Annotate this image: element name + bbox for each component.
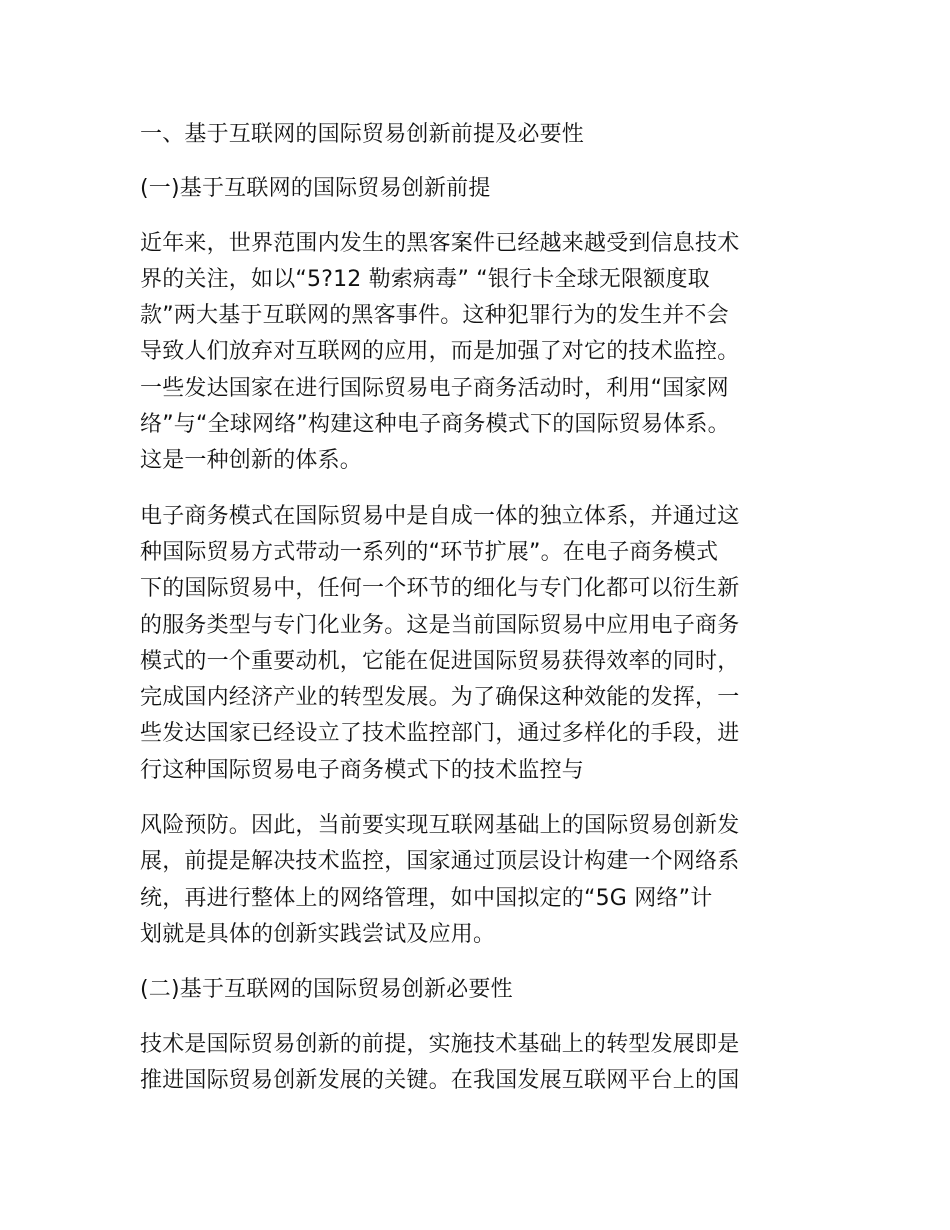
paragraph-line: 一些发达国家在进行国际贸易电子商务活动时，利用“国家网 xyxy=(140,375,729,401)
paragraph-line: 下的国际贸易中，任何一个环节的细化与专门化都可以衍生新 xyxy=(140,576,740,602)
paragraph-line: 行这种国际贸易电子商务模式下的技术监控与 xyxy=(140,757,585,783)
paragraph-line: 这是一种创新的体系。 xyxy=(140,448,363,474)
paragraph-line: 推进国际贸易创新发展的关键。在我国发展互联网平台上的国 xyxy=(140,1067,740,1093)
paragraph-line: 技术是国际贸易创新的前提，实施技术基础上的转型发展即是 xyxy=(140,1031,740,1057)
paragraph-line: 种国际贸易方式带动一系列的“环节扩展”。在电子商务模式 xyxy=(140,539,719,565)
paragraph-line: 电子商务模式在国际贸易中是自成一体的独立体系，并通过这 xyxy=(140,503,740,529)
document-page xyxy=(140,117,812,1118)
paragraph-line: 模式的一个重要动机，它能在促进国际贸易获得效率的同时， xyxy=(140,648,740,674)
paragraph-2 xyxy=(140,499,812,789)
paragraph-line: 络”与“全球网络”构建这种电子商务模式下的国际贸易体系。 xyxy=(140,412,730,438)
paragraph-line: 风险预防。因此，当前要实现互联网基础上的国际贸易创新发 xyxy=(140,813,740,839)
paragraph-line: 界的关注，如以“5?12 勒索病毒” “银行卡全球无限额度取 xyxy=(140,266,710,292)
paragraph-line: 近年来，世界范围内发生的黑客案件已经越来越受到信息技术 xyxy=(140,230,740,256)
paragraph-line: 的服务类型与专门化业务。这是当前国际贸易中应用电子商务 xyxy=(140,612,740,638)
paragraph-3 xyxy=(140,808,812,953)
paragraph-line: 导致人们放弃对互联网的应用，而是加强了对它的技术监控。 xyxy=(140,339,740,365)
paragraph-1 xyxy=(140,226,812,480)
paragraph-4 xyxy=(140,1027,812,1100)
heading-text: 一、基于互联网的国际贸易创新前提及必要性 xyxy=(140,122,585,147)
heading-text: (一)基于互联网的国际贸易创新前提 xyxy=(140,176,491,202)
paragraph-line: 展，前提是解决技术监控，国家通过顶层设计构建一个网络系 xyxy=(140,849,740,875)
section-heading xyxy=(140,117,812,153)
paragraph-line: 些发达国家已经设立了技术监控部门，通过多样化的手段，进 xyxy=(140,721,740,747)
paragraph-line: 划就是具体的创新实践尝试及应用。 xyxy=(140,921,496,947)
paragraph-line: 完成国内经济产业的转型发展。为了确保这种效能的发挥，一 xyxy=(140,685,740,711)
subsection-heading-2 xyxy=(140,972,812,1008)
paragraph-line: 款”两大基于互联网的黑客事件。这种犯罪行为的发生并不会 xyxy=(140,303,729,329)
paragraph-line: 统，再进行整体上的网络管理，如中国拟定的“5G 网络”计 xyxy=(140,885,713,911)
subsection-heading-1 xyxy=(140,171,812,207)
heading-text: (二)基于互联网的国际贸易创新必要性 xyxy=(140,977,513,1003)
